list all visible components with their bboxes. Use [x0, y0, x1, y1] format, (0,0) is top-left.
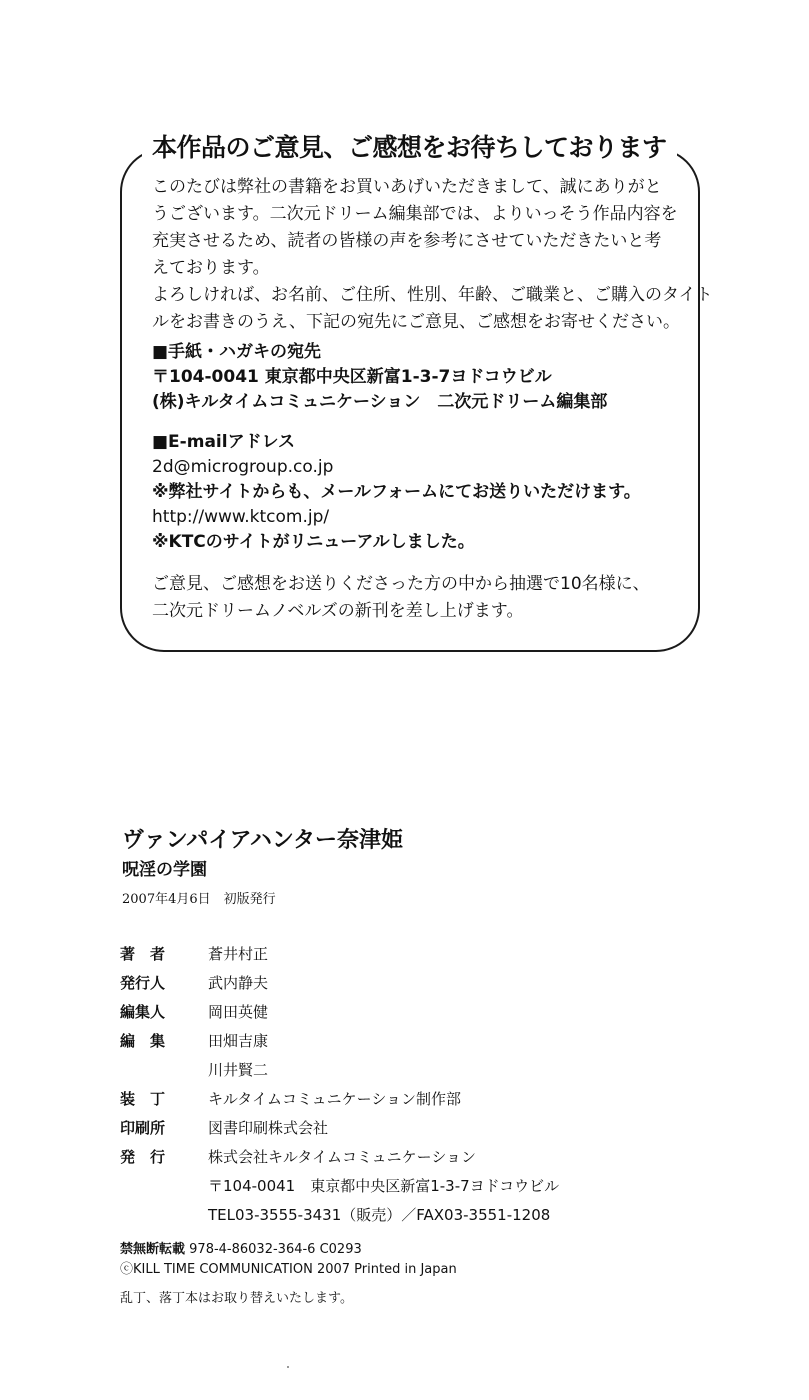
email-section [152, 430, 641, 555]
reproduction-label: 禁無断転載 [120, 1242, 186, 1257]
website-url: http://www.ktcom.jp/ [152, 507, 330, 527]
intro-line: えております。 [152, 258, 270, 278]
renewal-note: ※KTCのサイトがリニューアルしました。 [152, 532, 475, 552]
book-subtitle: 呪淫の学園 [122, 860, 207, 880]
copyright: ⓒKILL TIME COMMUNICATION 2007 Printed in Japan [120, 1262, 457, 1277]
publication-date: 2007年4月6日 初版発行 [122, 892, 276, 907]
email-form-note: ※弊社サイトからも、メールフォームにてお送りいただけます。 [152, 482, 641, 502]
credit-name: 川井賢二 [208, 1061, 269, 1079]
credit-role: 印刷所 [120, 1119, 166, 1137]
replacement-note: 乱丁、落丁本はお取り替えいたします。 [120, 1291, 353, 1306]
intro-line: 充実させるため、読者の皆様の声を参考にさせていただきたいと考 [152, 231, 662, 251]
credit-name: 武内静夫 [208, 974, 269, 992]
credit-name: 株式会社キルタイムコミュニケーション [208, 1148, 477, 1166]
credit-name: 蒼井村正 [208, 945, 269, 963]
intro-line: ルをお書きのうえ、下記の宛先にご意見、ご感想をお寄せください。 [152, 312, 681, 332]
lottery-note [152, 571, 650, 625]
email-address: 2d@microgroup.co.jp [152, 457, 334, 477]
credit-role: 発行人 [120, 974, 166, 992]
credit-role: 編 集 [120, 1032, 166, 1050]
intro-line: このたびは弊社の書籍をお買いあげいただきまして、誠にありがと [152, 177, 662, 197]
feedback-intro [152, 174, 713, 336]
credit-name: 〒104-0041 東京都中央区新富1-3-7ヨドコウビル [208, 1177, 560, 1195]
isbn: 978-4-86032-364-6 C0293 [189, 1242, 362, 1257]
credit-role: 編集人 [120, 1003, 166, 1021]
credit-role: 装 丁 [120, 1090, 166, 1108]
credit-name: 田畑吉康 [208, 1032, 269, 1050]
credit-name: キルタイムコミュニケーション制作部 [208, 1090, 462, 1108]
credit-name: TEL03-3555-3431（販売）／FAX03-3551-1208 [208, 1206, 551, 1224]
mail-heading: ■手紙・ハガキの宛先 [152, 342, 322, 362]
email-heading: ■E-mailアドレス [152, 432, 296, 452]
mail-address: 〒104-0041 東京都中央区新富1-3-7ヨドコウビル [152, 367, 552, 387]
intro-line: うございます。二次元ドリーム編集部では、よりいっそう作品内容を [152, 204, 678, 224]
mail-section [152, 340, 607, 415]
scan-dot [287, 1366, 289, 1368]
intro-line: よろしければ、お名前、ご住所、性別、年齢、ご職業と、ご購入のタイト [152, 285, 713, 305]
feedback-title: 本作品のご意見、ご感想をお待ちしております [142, 130, 677, 166]
book-title: ヴァンパイアハンター奈津姫 [122, 828, 403, 853]
mail-company: (株)キルタイムコミュニケーション 二次元ドリーム編集部 [152, 392, 608, 412]
credit-name: 岡田英健 [208, 1003, 269, 1021]
lottery-line: 二次元ドリームノベルズの新刊を差し上げます。 [152, 601, 524, 621]
credit-role: 発 行 [120, 1148, 166, 1166]
credit-role: 著 者 [120, 945, 166, 963]
credit-name: 図書印刷株式会社 [208, 1119, 329, 1137]
isbn-line [120, 1241, 362, 1259]
lottery-line: ご意見、ご感想をお送りくださった方の中から抽選で10名様に、 [152, 574, 650, 594]
